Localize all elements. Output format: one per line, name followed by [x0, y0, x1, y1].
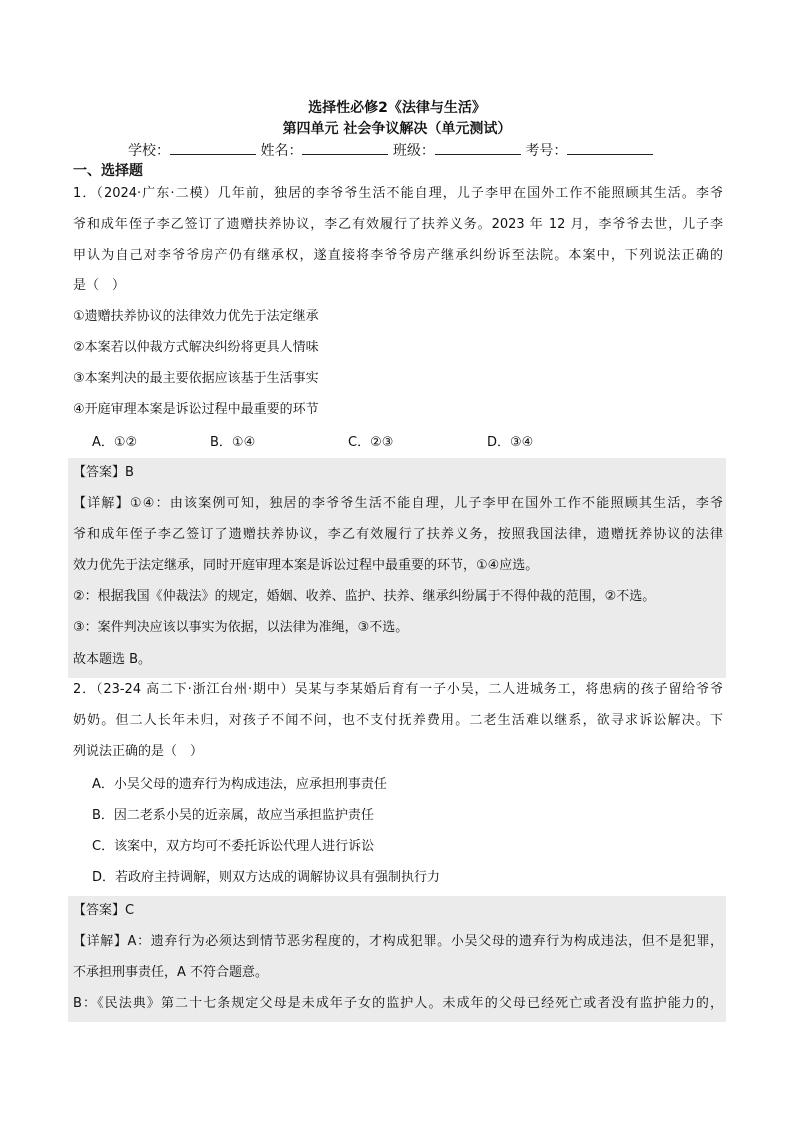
- name-field[interactable]: [302, 140, 388, 155]
- q1-item: ①遗赠扶养协议的法律效力优先于法定继承: [73, 309, 319, 324]
- school-field[interactable]: [170, 140, 256, 155]
- q2-line: 列说法正确的是（ ）: [73, 744, 204, 759]
- q1-item: ④开庭审理本案是诉讼过程中最重要的环节: [73, 402, 319, 417]
- class-label: 班级：: [392, 143, 435, 159]
- class-field[interactable]: [435, 140, 521, 155]
- q2-line: 2．（23-24 高二下·浙江台州·期中）吴某与李某婚后育有一子小吴，二人进城务工，将患病的孩子留给爷爷: [73, 682, 723, 697]
- q1-line: 1．（2024·广东·二模）几年前，独居的李爷爷生活不能自理，儿子李甲在国外工作不能照顾其生活。李爷: [73, 186, 723, 201]
- q1-item: ②本案若以仲裁方式解决纠纷将更具人情味: [73, 340, 319, 355]
- q1-answer: 【答案】B: [73, 465, 134, 480]
- exam-number-label: 考号：: [525, 143, 568, 159]
- q2-line: 奶奶。但二人长年未归，对孩子不闻不问，也不支付抚养费用。二老生活难以继系，欲寻求诉讼解决。下: [73, 713, 723, 728]
- name-label: 姓名：: [260, 143, 303, 159]
- q1-option-d[interactable]: D．③④: [487, 435, 534, 450]
- q2-option-a[interactable]: A．小吴父母的遗弃行为构成违法，应承担刑事责任: [92, 777, 387, 792]
- exam-number-field[interactable]: [567, 140, 653, 155]
- section-title: 一、选择题: [73, 163, 143, 179]
- document-title: 选择性必修2《法律与生活》: [308, 100, 486, 116]
- q1-detail-line: 爷和成年侄子李乙签订了遗赠扶养协议，李乙有效履行了扶养义务，按照我国法律，遗赠抚养协议的法律: [73, 527, 723, 542]
- q1-detail-line: ②：根据我国《仲裁法》的规定，婚姻、收养、监护、扶养、继承纠纷属于不得仲裁的范围，②不选。: [73, 589, 656, 604]
- document-subtitle: 第四单元 社会争议解决（单元测试）: [282, 121, 512, 137]
- q2-option-b[interactable]: B．因二老系小吴的近亲属，故应当承担监护责任: [92, 808, 374, 823]
- q2-option-d[interactable]: D．若政府主持调解，则双方达成的调解协议具有强制执行力: [92, 870, 441, 885]
- school-label: 学校：: [128, 143, 170, 159]
- q2-detail-line: 不承担刑事责任，A 不符合题意。: [73, 965, 269, 980]
- q1-option-b[interactable]: B．①④: [210, 435, 256, 450]
- q1-detail-line: ③：案件判决应该以事实为依据，以法律为准绳，③不选。: [73, 620, 409, 635]
- q1-line: 爷和成年侄子李乙签订了遗赠扶养协议，李乙有效履行了扶养义务。2023 年 12 月，李爷爷去世，儿子李: [73, 217, 723, 232]
- q2-detail-line: 【详解】A：遗弃行为必须达到情节恶劣程度的，才构成犯罪。小吴父母的遗弃行为构成违法，但不是犯罪，: [73, 934, 723, 949]
- q1-line: 是（ ）: [73, 278, 126, 293]
- q2-option-c[interactable]: C．该案中，双方均可不委托诉讼代理人进行诉讼: [92, 839, 375, 854]
- q2-answer: 【答案】C: [73, 903, 135, 918]
- q1-item: ③本案判决的最主要依据应该基于生活事实: [73, 371, 319, 386]
- student-info-line: [128, 140, 653, 160]
- q2-detail-line: B：《民法典》第二十七条规定父母是未成年子女的监护人。未成年的父母已经死亡或者没有监护能力的，: [73, 996, 723, 1011]
- q1-option-c[interactable]: C．②③: [348, 435, 394, 450]
- q1-detail-line: 【详解】①④：由该案例可知，独居的李爷爷生活不能自理，儿子李甲在国外工作不能照顾其生活，李爷: [73, 496, 723, 511]
- q1-detail-line: 故本题选 B。: [73, 652, 152, 667]
- q1-option-a[interactable]: A．①②: [92, 435, 138, 450]
- q1-detail-line: 效力优先于法定继承，同时开庭审理本案是诉讼过程中最重要的环节，①④应选。: [73, 558, 539, 573]
- q1-line: 甲认为自己对李爷爷房产仍有继承权，遂直接将李爷爷房产继承纠纷诉至法院。本案中，下列说法正确的: [73, 248, 723, 263]
